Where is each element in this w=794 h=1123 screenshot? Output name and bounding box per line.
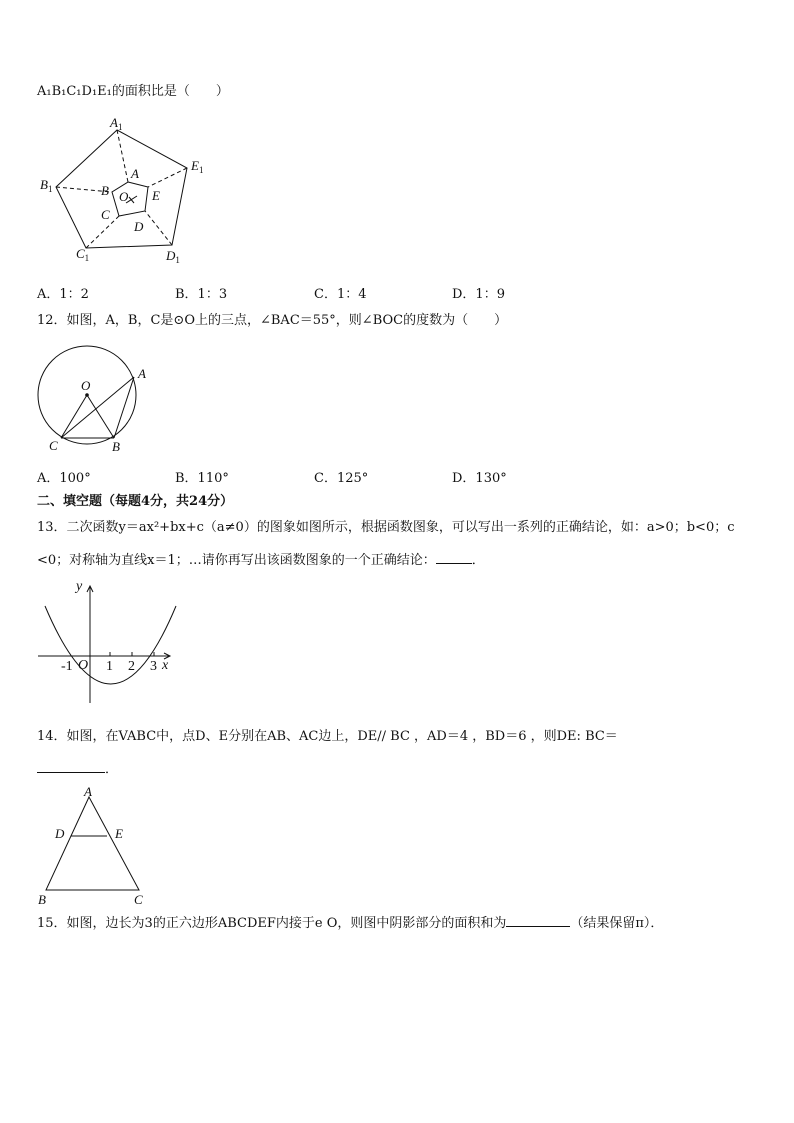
answer-blank: [436, 551, 472, 564]
q11-option-a: A．1：2: [37, 287, 89, 302]
q15-text-a: 15．如图，边长为3的正六边形ABCDEF内接于e O，则图中阴影部分的面积和为: [37, 916, 507, 931]
q11-pentagon-figure: [30, 110, 220, 275]
x-axis-label: x: [162, 658, 169, 673]
q13-line-2: [37, 551, 485, 571]
label-A: A: [131, 166, 139, 181]
q15-stem: [37, 914, 663, 934]
label-E1: $E_1$: [191, 158, 204, 175]
q14-triangle-figure: [30, 782, 160, 907]
label-A: A: [84, 784, 92, 799]
answer-blank: [506, 914, 570, 927]
label-B: B: [101, 183, 109, 198]
label-B: B: [38, 892, 46, 907]
center-dot: [85, 393, 89, 397]
q14-line-1: 14．如图，在VABC中，点D、E分别在AB、AC边上，DE// BC ，AD＝4 ，BD＝6 ，则DE: BC＝: [37, 729, 618, 744]
q13-parabola-graph: [30, 578, 180, 708]
q12-option-d: D．130°: [452, 471, 507, 486]
label-O: O: [81, 378, 91, 393]
q14-line-2: [37, 760, 118, 780]
label-B: B: [112, 439, 120, 454]
q13-line-2-end: ．: [471, 553, 485, 568]
q12-stem: 12．如图，A，B，C是⊙O上的三点，∠BAC＝55°，则∠BOC的度数为（ ）: [37, 313, 508, 328]
q15-text-b: （结果保留π）．: [570, 916, 664, 931]
origin-label: O: [78, 658, 89, 673]
q12-option-b: B．110°: [175, 471, 229, 486]
label-D: D: [134, 219, 144, 234]
label-O: O: [119, 189, 129, 204]
label-E: E: [115, 826, 123, 841]
q12-option-a: A．100°: [37, 471, 91, 486]
q14-line-2-end: ．: [105, 762, 119, 777]
label-A1: $A_1$: [110, 115, 123, 132]
y-axis-label: y: [76, 579, 83, 594]
tick-label-3: 3: [150, 659, 157, 674]
tick-label-2: 2: [128, 659, 135, 674]
q11-stem-tail: A₁B₁C₁D₁E₁的面积比是（ ）: [37, 84, 229, 99]
q11-option-b: B．1：3: [175, 287, 228, 302]
label-E: E: [152, 188, 160, 203]
q11-option-d: D．1：9: [452, 287, 505, 302]
answer-blank: [37, 760, 105, 773]
tick-label-neg1: -1: [61, 659, 73, 674]
tick-label-1: 1: [106, 659, 113, 674]
q12-circle-figure: [30, 342, 160, 460]
section-2-title: 二、填空题（每题4分，共24分）: [37, 494, 234, 509]
q13-line-1: 13．二次函数y＝ax²+bx+c（a≠0）的图象如图所示，根据函数图象，可以写出一系列的正确结论，如：a>0；b<0；c: [37, 520, 735, 535]
label-C1: $C_1$: [76, 246, 90, 263]
inner-pentagon: [112, 182, 148, 216]
label-D1: $D_1$: [166, 248, 180, 265]
q13-line-2-text: <0；对称轴为直线x＝1；…请你再写出该函数图象的一个正确结论：: [37, 553, 436, 568]
label-B1: $B_1$: [40, 177, 53, 194]
label-C: C: [49, 438, 58, 453]
label-C: C: [101, 207, 110, 222]
label-D: D: [55, 826, 65, 841]
triangle-abc: [46, 797, 139, 890]
q12-option-c: C．125°: [314, 471, 369, 486]
label-A: A: [138, 366, 146, 381]
q11-option-c: C．1：4: [314, 287, 367, 302]
label-C: C: [134, 892, 143, 907]
